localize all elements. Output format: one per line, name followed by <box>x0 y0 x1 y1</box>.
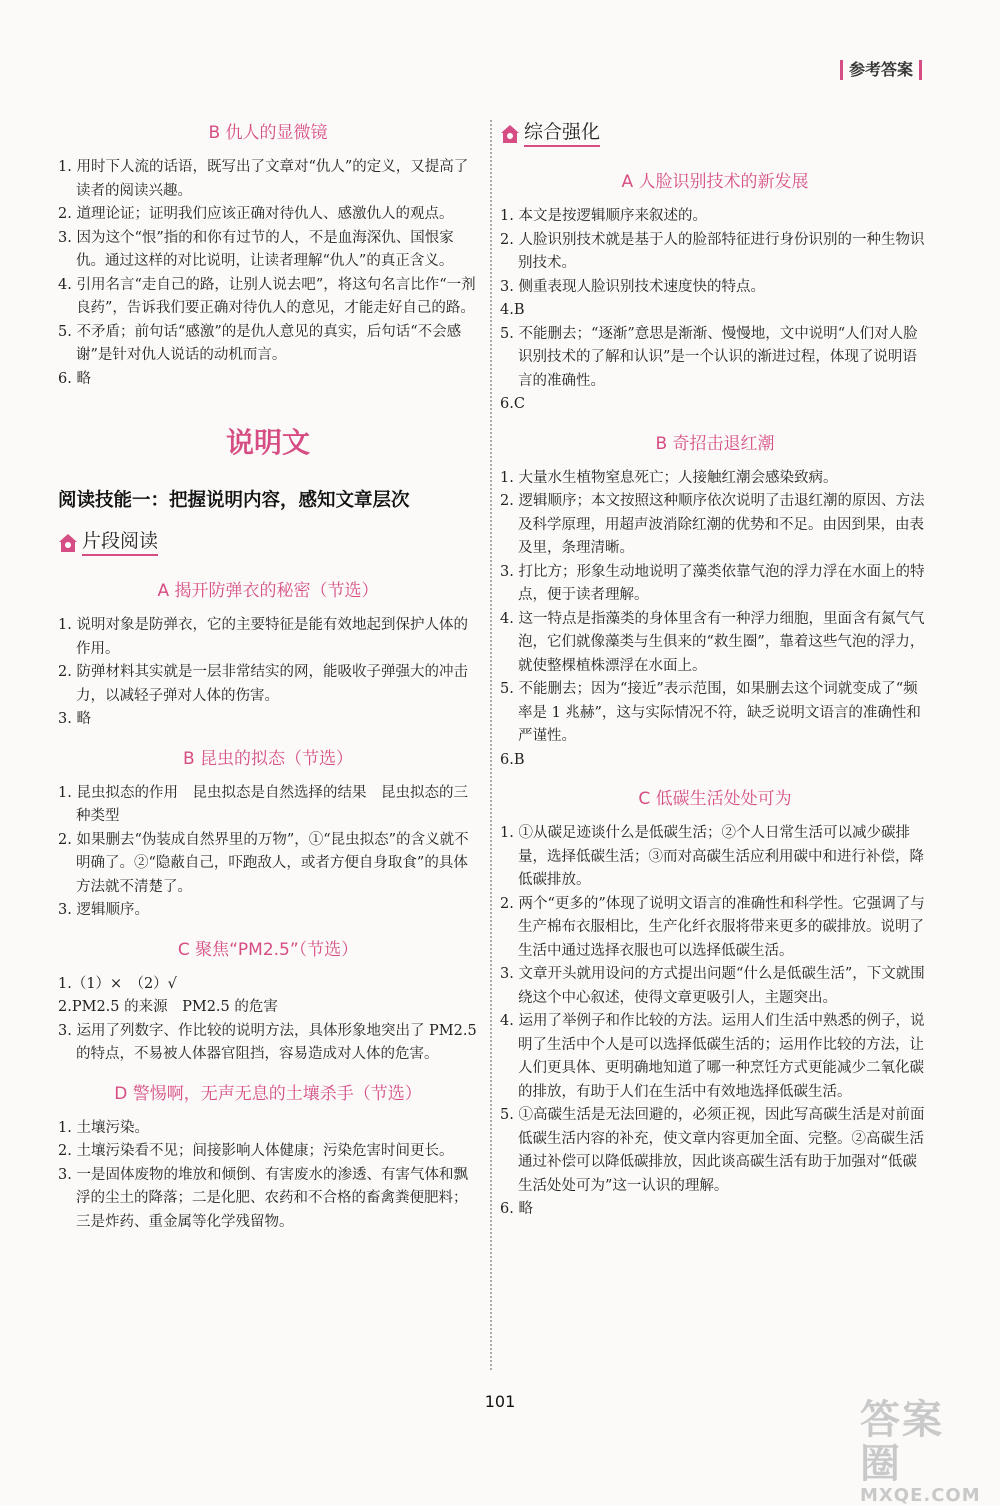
answer-item: 6.B <box>500 751 525 768</box>
watermark-logo <box>860 1397 981 1506</box>
section-b2-title: B 昆虫的拟态（节选） <box>182 748 354 769</box>
answer-item: 6. 略 <box>500 1201 533 1217</box>
watermark-url: MXQE.COM <box>860 1485 981 1506</box>
answer-item: 5. ①高碳生活是无法回避的，必须正视，因此写高碳生活是对前面低碳生活内容的补充，使文章内容更加全面、完整。②高碳生活通过补偿可以降低碳排放，因此谈高碳生活有助于加强对“低碳生活处处可为”这一认识的理解。 <box>500 1107 925 1194</box>
answer-item: 1. 大量水生植物窒息死亡；人接触红潮会感染致病。 <box>500 469 838 486</box>
section-a-answers <box>58 614 478 732</box>
answer-item: 1.（1）× （2）√ <box>58 975 177 992</box>
answer-item: 5. 不矛盾；前句话“感激”的是仇人意见的真实，后句话“不会感谢”是针对仇人说话的动机而言。 <box>58 323 462 363</box>
section-d-answers <box>58 1117 478 1235</box>
answer-item: 3. 略 <box>58 711 91 727</box>
section-c-title: C 聚焦“PM2.5”（节选） <box>177 939 359 960</box>
answer-item: 2.PM2.5 的来源 PM2.5 的危害 <box>58 999 278 1015</box>
right-section-a-answers <box>500 205 930 417</box>
comprehensive-heading <box>500 120 930 147</box>
answer-item: 4. 运用了举例子和作比较的方法。运用人们生活中熟悉的例子，说明了生活中个人是可以选择低碳生活的；运用作比较的方法，让人们更具体、更明确地知道了哪一种烹饪方式更能减少二氧化碳的排放，有助于人们在生活中有效地选择低碳生活。 <box>500 1013 925 1100</box>
answer-item: 3. 因为这个“恨”指的和你有过节的人，不是血海深仇、国恨家仇。通过这样的对比说明，让读者理解“仇人”的真正含义。 <box>58 229 454 269</box>
answer-item: 2. 两个“更多的”体现了说明文语言的准确性和科学性。它强调了与生产棉布衣服相比，生产化纤衣服将带来更多的碳排放。说明了生活中通过选择衣服也可以选择低碳生活。 <box>500 895 925 959</box>
answer-item: 1. 昆虫拟态的作用 昆虫拟态是自然选择的结果 昆虫拟态的三种类型 <box>58 784 468 824</box>
answer-item: 2. 防弹材料其实就是一层非常结实的网，能吸收子弹强大的冲击力，以减轻子弹对人体的伤害。 <box>58 664 468 704</box>
fragment-reading-heading <box>58 529 478 556</box>
section-b-title: B 仇人的显微镜 <box>208 123 328 143</box>
answer-item: 3. 逻辑顺序。 <box>58 902 149 918</box>
answer-item: 2. 如果删去“伪装成自然界里的万物”，①“昆虫拟态”的含义就不明确了。②“隐蔽自己，吓跑敌人，或者方便自身取食”的具体方法就不清楚了。 <box>58 831 469 895</box>
answer-item: 1. 用时下人流的话语，既写出了文章对“仇人”的定义，又提高了读者的阅读兴趣。 <box>58 159 469 199</box>
answer-item: 2. 道理论证；证明我们应该正确对待仇人、感激仇人的观点。 <box>58 206 454 222</box>
skill-heading: 阅读技能一：把握说明内容，感知文章层次 <box>58 490 410 511</box>
section-a-title: A 揭开防弹衣的秘密（节选） <box>157 581 379 601</box>
column-divider <box>490 120 492 1370</box>
answer-item: 3. 运用了列数字、作比较的说明方法，具体形象地突出了 PM2.5 的特点，不易被人体器官阻挡，容易造成对人体的危害。 <box>58 1022 477 1062</box>
page-number: 101 <box>484 1392 516 1411</box>
answer-item: 2. 人脸识别技术就是基于人的脸部特征进行身份识别的一种生物识别技术。 <box>500 231 925 271</box>
right-section-b-title: B 奇招击退红潮 <box>655 433 775 454</box>
section-c-answers <box>58 973 478 1067</box>
answer-item: 2. 逻辑顺序；本文按照这种顺序依次说明了击退红潮的原因、方法及科学原理，用超声波消除红潮的优势和不足。由因到果，由表及里，条理清晰。 <box>500 493 925 556</box>
answer-item: 1. 本文是按逻辑顺序来叙述的。 <box>500 208 707 224</box>
answer-item: 3. 侧重表现人脸识别技术速度快的特点。 <box>500 278 765 295</box>
answer-item: 1. 说明对象是防弹衣，它的主要特征是能有效地起到保护人体的作用。 <box>58 617 468 657</box>
left-column <box>58 120 478 1234</box>
section-d-title: D 警惕啊，无声无息的土壤杀手（节选） <box>114 1083 422 1104</box>
answer-item: 3. 一是固体废物的堆放和倾倒、有害废水的渗透、有害气体和飘浮的尘土的降落；二是化肥、农药和不合格的畜禽粪便肥料；三是炸药、重金属等化学残留物。 <box>58 1166 468 1230</box>
answer-item: 5. 不能删去；因为“接近”表示范围，如果删去这个词就变成了“频率是 1 兆赫”，这与实际情况不符，缺乏说明文语言的准确性和严谨性。 <box>500 681 921 744</box>
right-section-c-title: C 低碳生活处处可为 <box>638 789 792 809</box>
right-section-a-title: A 人脸识别技术的新发展 <box>621 172 809 192</box>
house-icon <box>500 123 520 145</box>
answer-item: 1. 土壤污染。 <box>58 1119 149 1136</box>
fragment-reading-label: 片段阅读 <box>82 529 158 556</box>
house-icon <box>58 532 78 554</box>
answer-item: 2. 土壤污染看不见；间接影响人体健康；污染危害时间更长。 <box>58 1143 454 1159</box>
right-section-b-answers <box>500 467 930 773</box>
answer-item: 4. 引用名言“走自己的路，让别人说去吧”，将这句名言比作“一剂良药”，告诉我们要正确对待仇人的意见，才能走好自己的路。 <box>58 276 476 316</box>
comprehensive-label: 综合强化 <box>524 120 600 147</box>
section-b2-answers <box>58 782 478 923</box>
answer-item: 3. 文章开头就用设问的方式提出问题“什么是低碳生活”，下文就围绕这个中心叙述，使得文章更吸引人，主题突出。 <box>500 966 925 1006</box>
answer-item: 4. 这一特点是指藻类的身体里含有一种浮力细胞，里面含有氮气气泡，它们就像藻类与生俱来的“救生圈”，靠着这些气泡的浮力，就使整棵植株漂浮在水面上。 <box>500 610 925 674</box>
answer-item: 3. 打比方；形象生动地说明了藻类依靠气泡的浮力浮在水面上的特点，便于读者理解。 <box>500 563 925 603</box>
answer-item: 5. 不能删去；“逐渐”意思是渐渐、慢慢地，文中说明“人们对人脸识别技术的了解和认识”是一个认识的渐进过程，体现了说明语言的准确性。 <box>500 325 918 389</box>
answer-item: 4.B <box>500 302 525 318</box>
chapter-title: 说明文 <box>225 426 310 459</box>
answer-item: 1. ①从碳足迹谈什么是低碳生活；②个人日常生活可以减少碳排量，选择低碳生活；③而对高碳生活应利用碳中和进行补偿，降低碳排放。 <box>500 825 924 888</box>
answer-item: 6. 略 <box>58 370 91 387</box>
section-b-answers <box>58 156 478 391</box>
answer-item: 6.C <box>500 396 525 412</box>
right-section-c-answers <box>500 822 930 1222</box>
right-column <box>500 120 930 1222</box>
watermark-text: 答案圈 <box>860 1397 944 1487</box>
answer-key-tag: 参考答案 <box>840 60 922 80</box>
